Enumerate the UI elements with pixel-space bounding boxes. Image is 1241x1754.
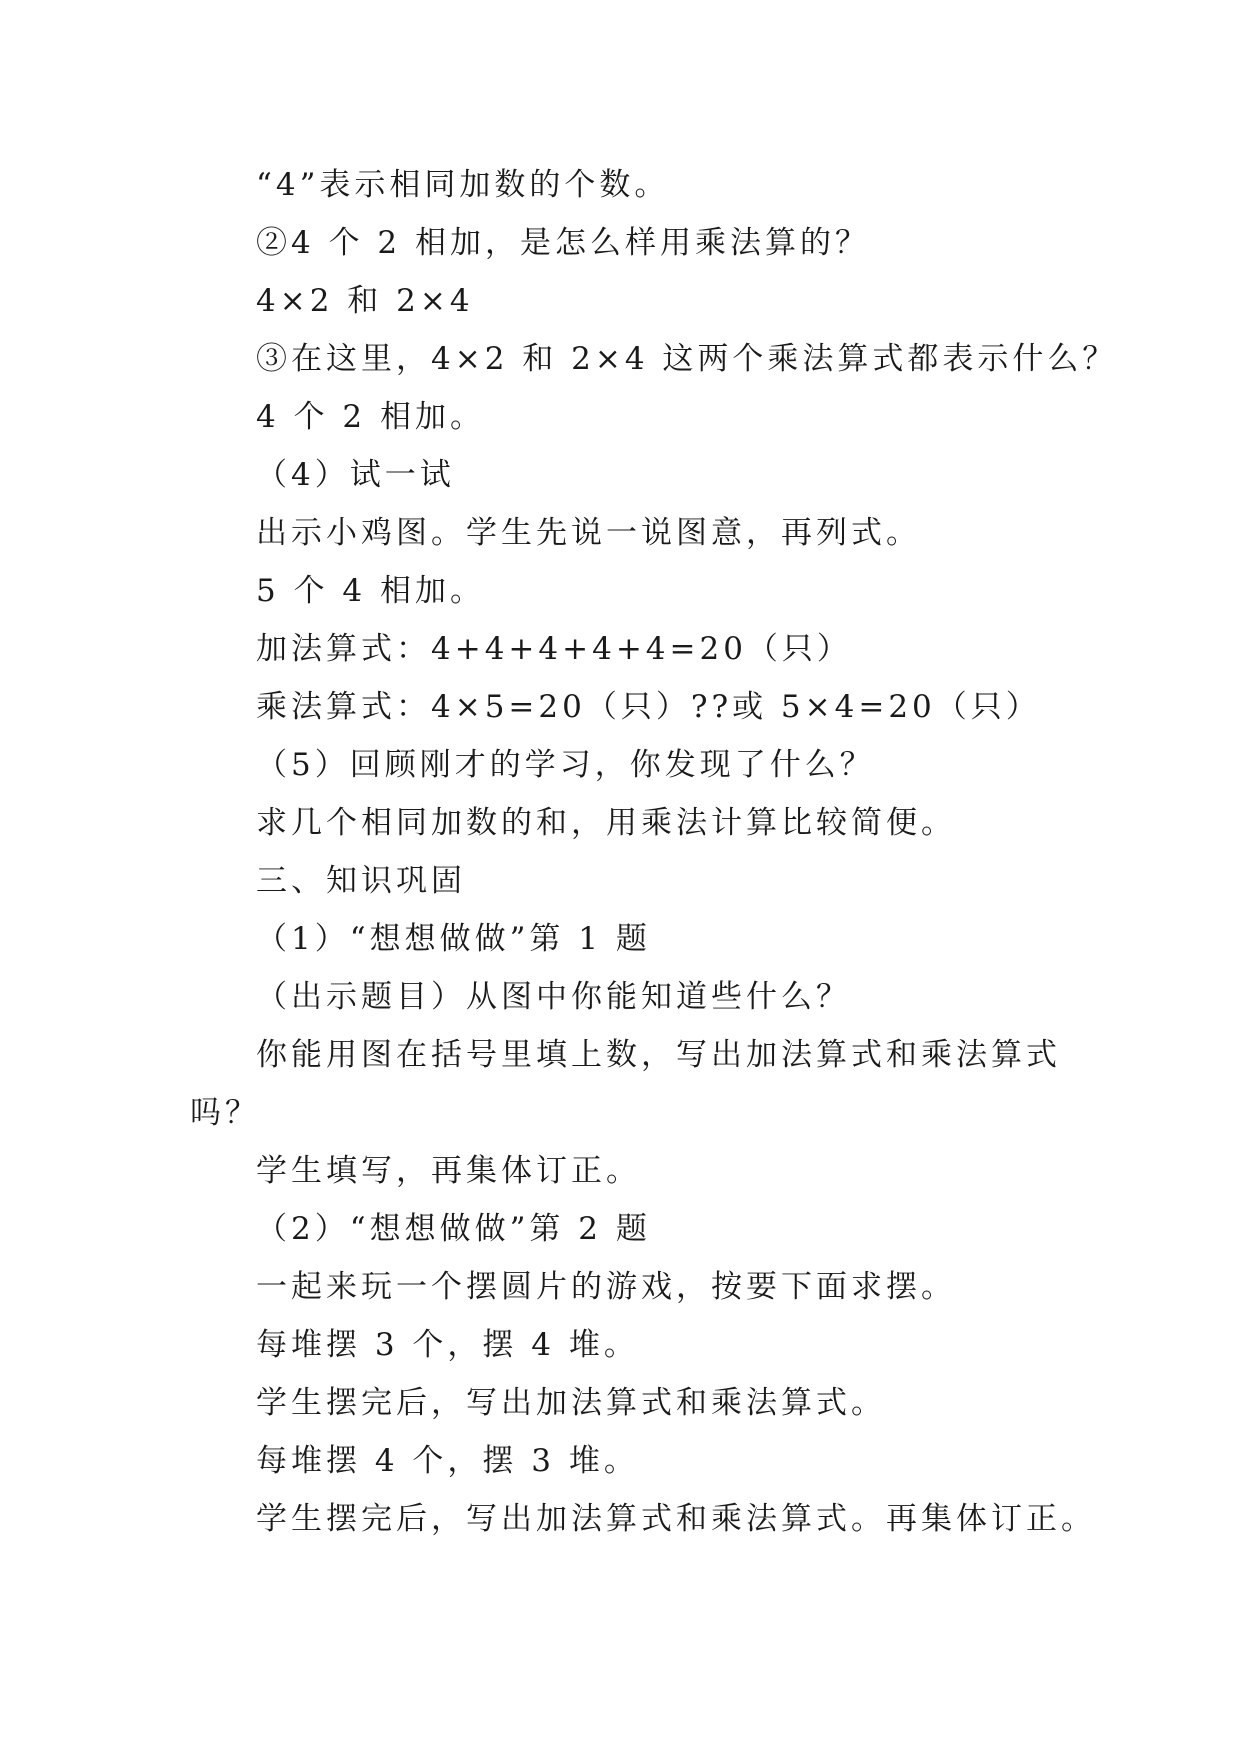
text-line: 5 个 4 相加。 xyxy=(256,573,486,609)
text-line: 吗？ xyxy=(190,1095,260,1131)
text-line: ③在这里，4×2 和 2×4 这两个乘法算式都表示什么？ xyxy=(256,341,1118,377)
text-line: 4×2 和 2×4 xyxy=(256,283,474,319)
text-line: 4 个 2 相加。 xyxy=(256,399,486,435)
text-line: 乘法算式：4×5=20（只）??或 5×4=20（只） xyxy=(256,689,1041,725)
text-line: 学生摆完后，写出加法算式和乘法算式。 xyxy=(256,1385,886,1421)
section-heading: （1）“想想做做”第 1 题 xyxy=(256,921,651,957)
text-line: 每堆摆 3 个，摆 4 堆。 xyxy=(256,1327,639,1363)
text-line: 求几个相同加数的和，用乘法计算比较简便。 xyxy=(256,805,956,841)
text-line: （出示题目）从图中你能知道些什么？ xyxy=(256,979,851,1015)
text-line: 你能用图在括号里填上数，写出加法算式和乘法算式 xyxy=(256,1037,1061,1073)
text-line: 学生填写，再集体订正。 xyxy=(256,1153,641,1189)
text-line: 每堆摆 4 个，摆 3 堆。 xyxy=(256,1443,639,1479)
text-line: ②4 个 2 相加，是怎么样用乘法算的？ xyxy=(256,225,871,261)
text-line: 出示小鸡图。学生先说一说图意，再列式。 xyxy=(256,515,921,551)
text-line: 一起来玩一个摆圆片的游戏，按要下面求摆。 xyxy=(256,1269,956,1305)
text-line: 学生摆完后，写出加法算式和乘法算式。再集体订正。 xyxy=(256,1501,1096,1537)
section-heading: （5）回顾刚才的学习，你发现了什么？ xyxy=(256,747,875,783)
section-heading: （4）试一试 xyxy=(256,457,455,493)
section-heading: 三、知识巩固 xyxy=(256,863,466,899)
text-line: 加法算式：4+4+4+4+4=20（只） xyxy=(256,631,852,667)
section-heading: （2）“想想做做”第 2 题 xyxy=(256,1211,651,1247)
text-line: “4”表示相同加数的个数。 xyxy=(256,167,670,203)
